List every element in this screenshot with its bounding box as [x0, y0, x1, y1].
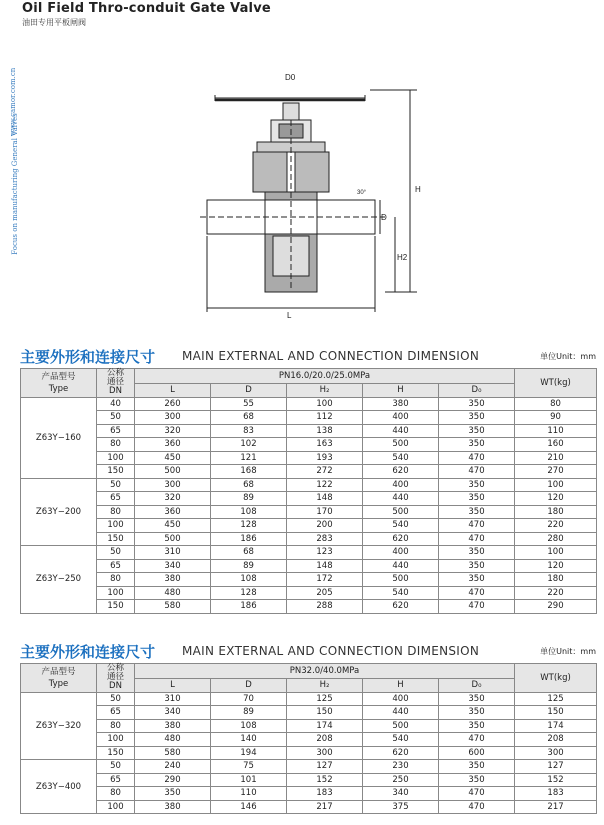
model-cell: Z63Y−160 [21, 397, 97, 478]
table-cell: 183 [287, 787, 363, 801]
table-cell: 50 [97, 692, 135, 706]
table-cell: 350 [439, 773, 515, 787]
table-cell: 470 [439, 451, 515, 465]
section-title-en: MAIN EXTERNAL AND CONNECTION DIMENSION [182, 349, 480, 363]
table-cell: 68 [211, 546, 287, 560]
table-cell: 380 [135, 800, 211, 814]
table-row [21, 559, 597, 573]
header-dn-en: DN [109, 681, 122, 692]
table-cell: 102 [211, 438, 287, 452]
table-cell: 148 [287, 559, 363, 573]
table-cell: 150 [97, 465, 135, 479]
table-cell: 205 [287, 586, 363, 600]
table-cell: 174 [287, 719, 363, 733]
table-cell: 55 [211, 397, 287, 411]
table-cell: 128 [211, 586, 287, 600]
table-cell: 146 [211, 800, 287, 814]
table-cell: 310 [135, 692, 211, 706]
table-cell: 110 [211, 787, 287, 801]
table-cell: 480 [135, 733, 211, 747]
table-cell: 220 [515, 519, 597, 533]
table-cell: 360 [135, 438, 211, 452]
table-row [21, 519, 597, 533]
table-cell: 193 [287, 451, 363, 465]
header-d: D [211, 679, 287, 693]
table-cell: 600 [439, 746, 515, 760]
table-cell: 101 [211, 773, 287, 787]
table-cell: 100 [515, 478, 597, 492]
table-cell: 540 [363, 586, 439, 600]
table-cell: 375 [363, 800, 439, 814]
table-cell: 360 [135, 505, 211, 519]
table-row [21, 505, 597, 519]
table-row [21, 800, 597, 814]
table-cell: 400 [363, 411, 439, 425]
table-cell: 148 [287, 492, 363, 506]
table-cell: 310 [135, 546, 211, 560]
table-cell: 50 [97, 760, 135, 774]
header-d0: D₀ [439, 384, 515, 398]
table-cell: 183 [515, 787, 597, 801]
table-cell: 470 [439, 519, 515, 533]
table-cell: 174 [515, 719, 597, 733]
table-cell: 123 [287, 546, 363, 560]
table-row [21, 492, 597, 506]
table-cell: 500 [363, 438, 439, 452]
table-cell: 112 [287, 411, 363, 425]
table-cell: 350 [439, 559, 515, 573]
table-cell: 100 [97, 519, 135, 533]
table-cell: 280 [515, 532, 597, 546]
header-dn-cn2: 通径 [106, 377, 124, 388]
table-cell: 68 [211, 411, 287, 425]
table-cell: 65 [97, 773, 135, 787]
label-h2: H2 [397, 253, 408, 262]
table-cell: 350 [439, 692, 515, 706]
table-cell: 350 [439, 706, 515, 720]
table-cell: 80 [97, 787, 135, 801]
table-cell: 90 [515, 411, 597, 425]
header-dn-cn1: 公称 [106, 663, 124, 674]
table-cell: 500 [135, 465, 211, 479]
table-cell: 350 [439, 573, 515, 587]
page-subtitle: 油田专用平板闸阀 [22, 18, 86, 27]
table-cell: 100 [97, 733, 135, 747]
table-cell: 152 [515, 773, 597, 787]
table-row [21, 532, 597, 546]
table-cell: 440 [363, 492, 439, 506]
table-cell: 50 [97, 478, 135, 492]
table-cell: 122 [287, 478, 363, 492]
table-cell: 194 [211, 746, 287, 760]
table-cell: 500 [135, 532, 211, 546]
header-pressure: PN16.0/20.0/25.0MPa [135, 369, 515, 384]
table-cell: 80 [97, 719, 135, 733]
table-cell: 283 [287, 532, 363, 546]
table-cell: 65 [97, 559, 135, 573]
table-cell: 127 [287, 760, 363, 774]
table-cell: 440 [363, 559, 439, 573]
table-cell: 300 [287, 746, 363, 760]
table-cell: 340 [135, 706, 211, 720]
header-dn-en: DN [109, 386, 122, 397]
table-cell: 480 [135, 586, 211, 600]
table-cell: 320 [135, 424, 211, 438]
header-pressure: PN32.0/40.0MPa [135, 664, 515, 679]
header-model-en: Type [48, 383, 69, 394]
table-cell: 620 [363, 600, 439, 614]
table-cell: 65 [97, 706, 135, 720]
table-cell: 186 [211, 600, 287, 614]
table-cell: 470 [439, 787, 515, 801]
header-dn [97, 664, 135, 693]
table-cell: 290 [515, 600, 597, 614]
table-cell: 150 [515, 706, 597, 720]
table-cell: 290 [135, 773, 211, 787]
table-cell: 400 [363, 478, 439, 492]
table-cell: 180 [515, 573, 597, 587]
table-cell: 350 [439, 424, 515, 438]
header-dn-cn2: 通径 [106, 672, 124, 683]
header-model [21, 664, 97, 693]
table-cell: 450 [135, 451, 211, 465]
table-row [21, 600, 597, 614]
table-cell: 125 [515, 692, 597, 706]
table-row [21, 586, 597, 600]
model-cell: Z63Y−400 [21, 760, 97, 814]
label-h: H [415, 185, 421, 194]
table-cell: 160 [515, 438, 597, 452]
table-cell: 50 [97, 411, 135, 425]
table-cell: 620 [363, 465, 439, 479]
unit-label: 单位Unit：mm [540, 647, 596, 656]
header-h2: H₂ [287, 384, 363, 398]
header-model-en: Type [48, 678, 69, 689]
table-cell: 540 [363, 733, 439, 747]
table-cell: 100 [287, 397, 363, 411]
table-cell: 180 [515, 505, 597, 519]
table-cell: 450 [135, 519, 211, 533]
section-heading-1 [20, 346, 598, 364]
table-cell: 168 [211, 465, 287, 479]
table-cell: 270 [515, 465, 597, 479]
table-row [21, 746, 597, 760]
table-cell: 68 [211, 478, 287, 492]
section-title-cn: 主要外形和连接尺寸 [20, 348, 156, 366]
table-row [21, 787, 597, 801]
table-cell: 320 [135, 492, 211, 506]
table-row [21, 546, 597, 560]
page-title: Oil Field Thro-conduit Gate Valve [22, 1, 271, 16]
table-cell: 300 [135, 478, 211, 492]
table-row [21, 573, 597, 587]
table-cell: 186 [211, 532, 287, 546]
table-cell: 470 [439, 733, 515, 747]
table-cell: 89 [211, 492, 287, 506]
valve-diagram [195, 60, 435, 320]
table-cell: 200 [287, 519, 363, 533]
table-cell: 240 [135, 760, 211, 774]
table-cell: 500 [363, 505, 439, 519]
table-cell: 150 [97, 746, 135, 760]
section-title-en: MAIN EXTERNAL AND CONNECTION DIMENSION [182, 644, 480, 658]
table-cell: 75 [211, 760, 287, 774]
table-cell: 288 [287, 600, 363, 614]
table-cell: 380 [135, 719, 211, 733]
table-cell: 400 [363, 692, 439, 706]
model-cell: Z63Y−200 [21, 478, 97, 546]
table-cell: 170 [287, 505, 363, 519]
table-cell: 163 [287, 438, 363, 452]
table-cell: 217 [515, 800, 597, 814]
table-cell: 470 [439, 465, 515, 479]
table-cell: 440 [363, 424, 439, 438]
table-cell: 470 [439, 800, 515, 814]
table-row [21, 411, 597, 425]
side-url: www.camor.com.cn [9, 67, 17, 137]
table-cell: 108 [211, 719, 287, 733]
table-cell: 500 [363, 719, 439, 733]
table-cell: 470 [439, 586, 515, 600]
table-cell: 100 [97, 586, 135, 600]
section-title-cn: 主要外形和连接尺寸 [20, 643, 156, 661]
table-cell: 110 [515, 424, 597, 438]
table-cell: 350 [439, 505, 515, 519]
table-row [21, 773, 597, 787]
table-cell: 250 [363, 773, 439, 787]
dimension-table-1 [20, 368, 597, 614]
table-cell: 300 [135, 411, 211, 425]
table-cell: 350 [439, 492, 515, 506]
table-cell: 470 [439, 532, 515, 546]
table-cell: 208 [515, 733, 597, 747]
header-wt: WT(kg) [515, 664, 597, 693]
table-cell: 150 [97, 600, 135, 614]
table-cell: 80 [97, 505, 135, 519]
table-cell: 152 [287, 773, 363, 787]
table-cell: 108 [211, 573, 287, 587]
header-d: D [211, 384, 287, 398]
header-model [21, 369, 97, 398]
table-cell: 100 [515, 546, 597, 560]
table-cell: 350 [439, 411, 515, 425]
table-cell: 108 [211, 505, 287, 519]
header-model-cn: 产品型号 [41, 666, 76, 677]
table-cell: 125 [287, 692, 363, 706]
table-cell: 540 [363, 451, 439, 465]
table-row [21, 424, 597, 438]
table-cell: 350 [439, 438, 515, 452]
header-dn [97, 369, 135, 398]
table-cell: 208 [287, 733, 363, 747]
table-cell: 120 [515, 492, 597, 506]
table-cell: 150 [97, 532, 135, 546]
table-row [21, 465, 597, 479]
table-cell: 620 [363, 746, 439, 760]
table-cell: 80 [97, 438, 135, 452]
label-d: D [381, 213, 387, 222]
header-l: L [135, 384, 211, 398]
table-cell: 540 [363, 519, 439, 533]
table-row [21, 478, 597, 492]
section-heading-2 [20, 641, 598, 659]
table-cell: 83 [211, 424, 287, 438]
table-cell: 127 [515, 760, 597, 774]
table-cell: 440 [363, 706, 439, 720]
header-model-cn: 产品型号 [41, 371, 76, 382]
table-row [21, 692, 597, 706]
header-wt: WT(kg) [515, 369, 597, 398]
table-cell: 380 [363, 397, 439, 411]
table-cell: 340 [363, 787, 439, 801]
table-row [21, 438, 597, 452]
header-d0: D₀ [439, 679, 515, 693]
table-row [21, 706, 597, 720]
unit-label: 单位Unit：mm [540, 352, 596, 361]
table-cell: 350 [439, 546, 515, 560]
table-cell: 89 [211, 559, 287, 573]
dimension-table-2 [20, 663, 597, 814]
table-cell: 350 [439, 760, 515, 774]
table-cell: 100 [97, 800, 135, 814]
table-row [21, 397, 597, 411]
table-cell: 470 [439, 600, 515, 614]
table-row [21, 719, 597, 733]
table-cell: 580 [135, 746, 211, 760]
table-cell: 260 [135, 397, 211, 411]
table-cell: 128 [211, 519, 287, 533]
table-cell: 80 [515, 397, 597, 411]
table-cell: 120 [515, 559, 597, 573]
table-cell: 350 [439, 397, 515, 411]
table-row [21, 451, 597, 465]
table-cell: 50 [97, 546, 135, 560]
table-cell: 210 [515, 451, 597, 465]
table-cell: 230 [363, 760, 439, 774]
header-dn-cn1: 公称 [106, 368, 124, 379]
header-h: H [363, 679, 439, 693]
table-cell: 350 [135, 787, 211, 801]
table-cell: 100 [97, 451, 135, 465]
table-cell: 80 [97, 573, 135, 587]
table-cell: 350 [439, 478, 515, 492]
table-cell: 350 [439, 719, 515, 733]
label-d0: D0 [285, 73, 296, 82]
table-cell: 272 [287, 465, 363, 479]
table-cell: 89 [211, 706, 287, 720]
table-cell: 138 [287, 424, 363, 438]
table-cell: 620 [363, 532, 439, 546]
table-row [21, 760, 597, 774]
table-cell: 380 [135, 573, 211, 587]
model-cell: Z63Y−250 [21, 546, 97, 614]
table-cell: 172 [287, 573, 363, 587]
table-cell: 340 [135, 559, 211, 573]
header-h: H [363, 384, 439, 398]
table-cell: 500 [363, 573, 439, 587]
label-angle: 30° [357, 190, 367, 196]
table-cell: 65 [97, 492, 135, 506]
table-cell: 140 [211, 733, 287, 747]
table-row [21, 733, 597, 747]
table-cell: 150 [287, 706, 363, 720]
table-cell: 65 [97, 424, 135, 438]
table-cell: 300 [515, 746, 597, 760]
model-cell: Z63Y−320 [21, 692, 97, 760]
header-h2: H₂ [287, 679, 363, 693]
table-cell: 40 [97, 397, 135, 411]
table-cell: 220 [515, 586, 597, 600]
table-cell: 400 [363, 546, 439, 560]
table-cell: 217 [287, 800, 363, 814]
table-cell: 121 [211, 451, 287, 465]
table-cell: 70 [211, 692, 287, 706]
table-cell: 580 [135, 600, 211, 614]
header-l: L [135, 679, 211, 693]
label-l: L [287, 311, 292, 320]
side-slogan: Focus on manufacturing General Valves [11, 113, 19, 255]
